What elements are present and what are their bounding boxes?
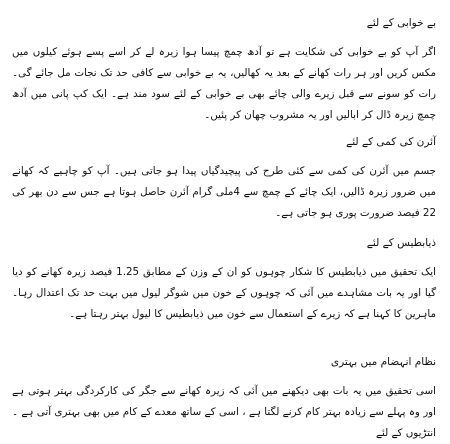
section-body: جسم میں آئرن کی کمی سے کئی طرح کی پیچیدگیاں پیدا ہو جاتی ہیں۔ آپ کو چاہیے کہ کھانے میں ضرور زیرہ ڈالیں، ایک چائے کے چمچ سے 4ملی گرام آئرن حاصل ہوتا ہے جس سے دن بھر کی 22 فیصد ضرورت پوری ہو جاتی ہے۔ <box>12 165 436 219</box>
section-heading: بے خوابی کے لئے <box>366 17 436 29</box>
section-body: اگر آپ کو بے خوابی کی شکایت ہے تو آدھ چمچ پیسا ہوا زیرہ لے کر اسے پسے ہوئے کیلوں میں مکس کریں اور ہر رات کھانے کے بعد یہ کھالیں، یہ بے خوابی سے کافی حد تک نجات مل جائے گی۔ رات کو سونے سے قبل زیرے والی چائے بھی بے خوابی کے لئے سود مند ہے۔ ایک کپ پانی میں آدھ چمچ زیرہ ڈال کر ابالیں اور یہ مشروب چھان کر پئیں۔ <box>12 46 436 121</box>
section-heading: نظام انہضام میں بہتری <box>330 356 436 368</box>
section-body: ایک تحقیق میں ذیابطیس کا شکار چوہوں کو ان کے وزن کے مطابق 1.25 فیصد زیرہ کھانے کو دیا گیا اور یہ بات مشاہدے میں آئی کہ چوہوں کے خون میں شوگر لیول میں بہت حد تک اعتدال رہا۔ ماہرین کا کہنا ہے کہ زیرے کے استعمال سے خون میں ذیابطیس کا لیول بہتر رہتا ہے۔ <box>12 266 436 320</box>
section-diabetes <box>12 236 436 325</box>
section-heading: آئرن کی کمی کے لئے <box>346 136 436 148</box>
section-body: اسی تحقیق میں یہ بات بھی دیکھنے میں آئی کہ زیرہ کھانے سے جگر کی کارکردگی بہتر ہوتی ہے اور وہ پہلے سے زیادہ بہتر کام کرنے لگتا ہے ، اسی کے ساتھ معدے کے کام میں بھی بہتری آتی ہے ۔ انتڑیوں کے لئے <box>12 385 436 439</box>
section-iron-deficiency <box>12 135 436 224</box>
section-insomnia <box>12 16 436 126</box>
section-heading: ذیابطیس کے لئے <box>366 237 436 249</box>
section-digestion <box>12 355 436 444</box>
